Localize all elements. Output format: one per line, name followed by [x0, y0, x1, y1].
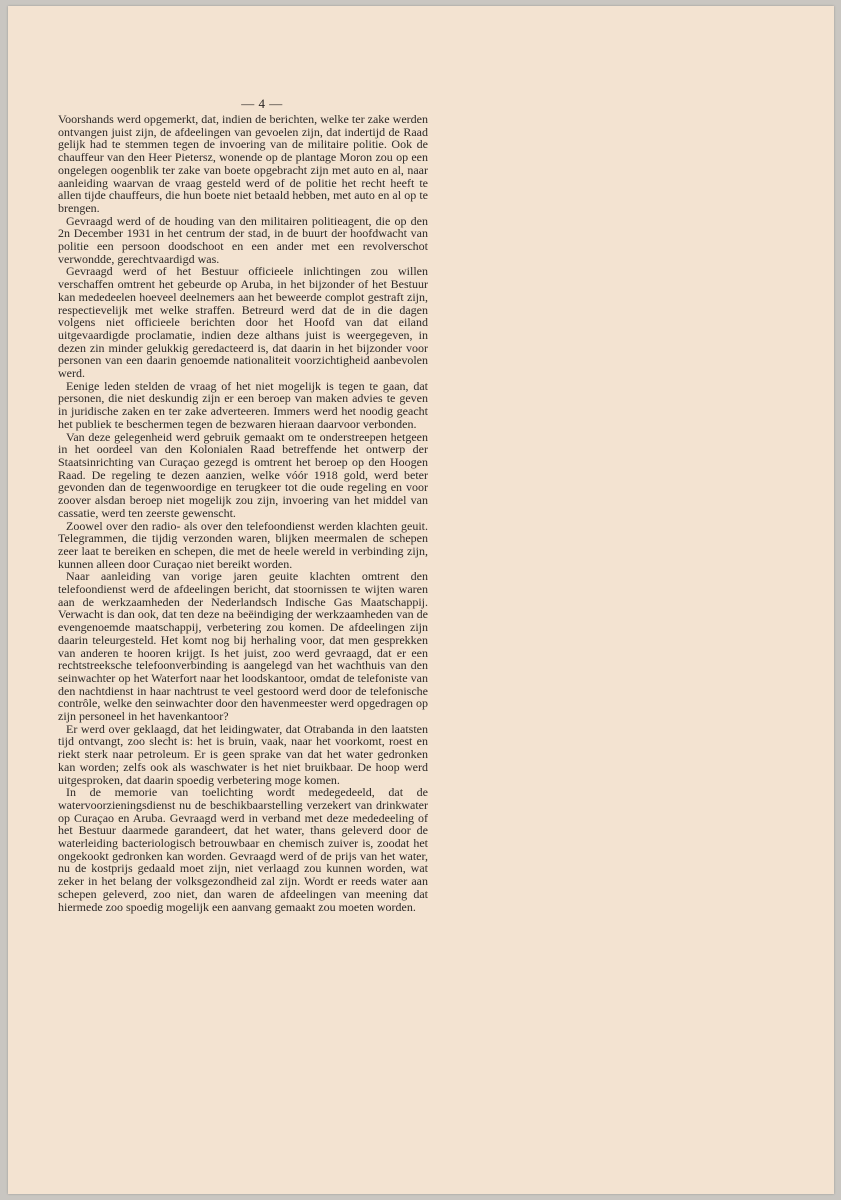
paragraph: Gevraagd werd of de houding van den militairen politieagent, die op den 2n December 1931 in het centrum der stad, in de buurt der hoofdwacht van politie een persoon doodschoot en een ander met een revolverschot verwondde, gerechtvaardigd was. [58, 213, 428, 266]
paragraph: In de memorie van toelichting wordt medegedeeld, dat de watervoorzieningsdienst nu de beschikbaarstelling verzekert van drinkwater op Curaçao en Aruba. Gevraagd werd in verband met deze mededeeling of het Bestuur daarmede garandeert, dat het water, thans geleverd door de waterleiding bacteriologisch betrouwbaar en chemisch zuiver is, zoodat het ongekookt gedronken kan worden. Gevraagd werd of de prijs van het water, nu de kostprijs gedaald moet zijn, niet verlaagd zou kunnen worden, wat zeker in het belang der volksgezondheid zal zijn. Wordt er reeds water aan schepen geleverd, zoo niet, dan waren de afdeelingen van meening dat hiermede zoo spoedig mogelijk een aanvang gemaakt zou moeten worden. [58, 785, 428, 914]
paragraph: Gevraagd werd of het Bestuur officieele inlichtingen zou willen verschaffen omtrent het gebeurde op Aruba, in het bijzonder of het Bestuur kan mededeelen hoeveel deelnemers aan het beweerde complot gestraft zijn, respectievelijk met welke straffen. Betreurd werd dat de in die dagen volgens niet officieele berichten door het Hoofd van dat eiland uitgevaardigde proclamatie, indien deze althans juist is weergegeven, in dezen zin minder gelukkig geredacteerd is, dat daarin in het bijzonder voor personen van een daarin genoemde nationaliteit voorzichtigheid aanbevolen werd. [58, 264, 428, 381]
paragraph: Zoowel over den radio- als over den telefoondienst werden klachten geuit. Telegrammen, die tijdig verzonden waren, blijken meermalen de schepen zeer laat te bereiken en schepen, die met de heele wereld in verbinding zijn, kunnen alleen door Curaçao niet bereikt worden. [58, 518, 428, 571]
paragraph: Er werd over geklaagd, dat het leidingwater, dat Otrabanda in den laatsten tijd ontvangt, zoo slecht is: het is bruin, vaak, naar het voorkomt, roest en riekt sterk naar petroleum. Er is geen sprake van dat het water gedronken kan worden; zelfs ook als waschwater is het niet bruikbaar. De hoop werd uitgesproken, dat daarin spoedig verbetering moge komen. [58, 721, 428, 787]
page-number: — 4 — [241, 96, 283, 111]
paragraph: Eenige leden stelden de vraag of het niet mogelijk is tegen te gaan, dat personen, die niet deskundig zijn er een beroep van maken advies te geven in juridische zaken en ter zake adverteeren. Immers werd het noodig geacht het publiek te beschermen tegen de bezwaren hieraan daarvoor verbonden. [58, 378, 428, 431]
paragraph: Voorshands werd opgemerkt, dat, indien de berichten, welke ter zake werden ontvangen juist zijn, de afdeelingen van gevoelen zijn, dat indertijd de Raad gelijk had te stemmen tegen de invoering van de militaire politie. Ook de chauffeur van den Heer Pietersz, wonende op de plantage Moron zou op een ongelegen oogenblik ter zake van boete opgebracht zijn met auto en al, naar aanleiding waarvan de vraag gesteld werd of de politie het recht heeft te allen tijde chauffeurs, die hun boete niet betaald hebben, met auto en al op te brengen. [58, 112, 428, 215]
paragraph: Naar aanleiding van vorige jaren geuite klachten omtrent den telefoondienst werd de afdeelingen bericht, dat stoornissen te wijten waren aan de werkzaamheden der Nederlandsch Indische Gas Maatschappij. Verwacht is dan ook, dat ten deze na beëindiging der werkzaamheden van de evengenoemde maatschappij, verbetering zou komen. De afdeelingen zijn daarin teleurgesteld. Het komt nog bij herhaling voor, dat men gesprekken van anderen te hooren krijgt. Is het juist, zoo werd gevraagd, dat er een rechtstreeksche telefoonverbinding is aangelegd van het wachthuis van den seinwachter op het Waterfort naar het loodskantoor, omdat de telefoniste van den nachtdienst in haar nachtrust te veel gestoord werd door de telefonische contrôle, welke den seinwachter door den havenmeester werd opgedragen op zijn personeel in het havenkantoor? [58, 569, 428, 724]
document-page [8, 6, 834, 1194]
body-text [58, 113, 428, 913]
paragraph: Van deze gelegenheid werd gebruik gemaakt om te onderstreepen hetgeen in het oordeel van den Kolonialen Raad betreffende het ontwerp der Staatsinrichting van Curaçao gezegd is omtrent het beroep op den Hoogen Raad. De regeling te dezen aanzien, welke vóór 1918 gold, werd beter gevonden dan de tegenwoordige en terugkeer tot die oude regeling en voor zoover alsdan beroep niet mogelijk zou zijn, invoering van het middel van cassatie, werd ten zeerste gewenscht. [58, 429, 428, 520]
